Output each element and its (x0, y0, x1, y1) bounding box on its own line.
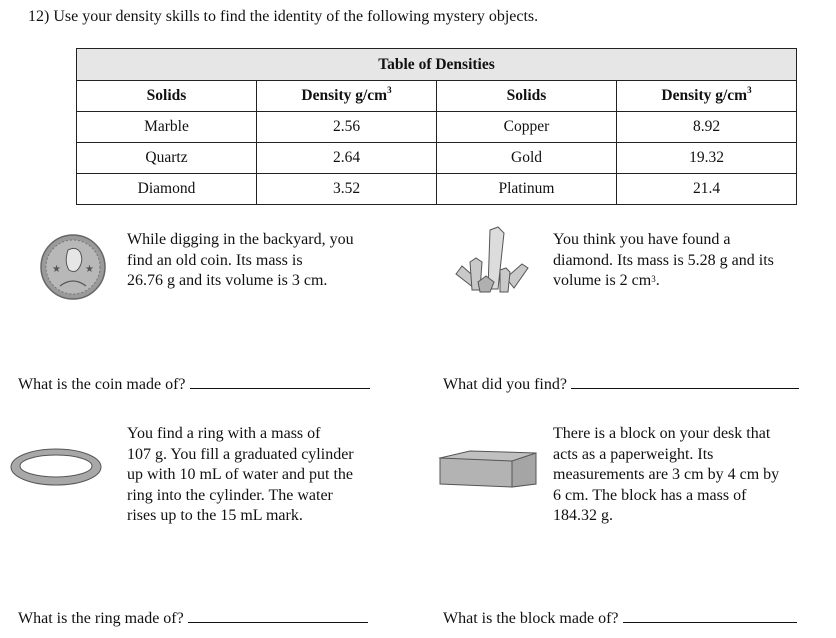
table-cell: Quartz (77, 143, 257, 174)
table-cell: 3.52 (257, 174, 437, 205)
table-row (77, 143, 797, 174)
ring-problem-text: You find a ring with a mass of 107 g. You fill a graduated cylinder up with 10 mL of water and put the ring into the cylinder. The water rises up to the 15 mL mark. (127, 425, 354, 524)
table-cell: Marble (77, 112, 257, 143)
table-header-row (77, 81, 797, 112)
table-caption: Table of Densities (77, 49, 797, 81)
coin-question: What is the coin made of? (18, 376, 186, 393)
block-answer-blank[interactable] (623, 606, 797, 623)
table-cell: 21.4 (617, 174, 797, 205)
ring-icon (8, 445, 104, 489)
density-table (76, 48, 797, 205)
ring-question: What is the ring made of? (18, 610, 184, 627)
coin-icon (38, 232, 108, 302)
table-row (77, 174, 797, 205)
header-density-1: Density $g/cm^3$ (257, 81, 437, 112)
block-problem-text: There is a block on your desk that acts as a paperweight. Its measurements are 3 cm by 4 cm by 6 cm. The block has a mass of 184.32 g. (553, 425, 780, 524)
table-cell: Gold (437, 143, 617, 174)
coin-problem-text: While digging in the backyard, you find an old coin. Its mass is 26.76 g and its volume is 3 cm. (127, 231, 354, 289)
diamond-answer-blank[interactable] (571, 372, 799, 389)
diamond-answer (443, 372, 799, 394)
block-icon (437, 449, 539, 489)
question-title: 12) Use your density skills to find the identity of the following mystery objects. (28, 8, 539, 25)
ring-answer-blank[interactable] (188, 606, 368, 623)
header-density-2: Density $g/cm^3$ (617, 81, 797, 112)
table-cell: Copper (437, 112, 617, 143)
svg-text:★: ★ (85, 264, 94, 275)
coin-answer (18, 372, 370, 394)
block-question: What is the block made of? (443, 610, 619, 627)
crystal-icon (448, 222, 538, 302)
svg-text:★: ★ (52, 264, 61, 275)
table-cell: 2.56 (257, 112, 437, 143)
block-answer (443, 606, 797, 628)
header-solids-1: Solids (77, 81, 257, 112)
table-cell: Diamond (77, 174, 257, 205)
table-row (77, 112, 797, 143)
diamond-problem-text: You think you have found a diamond. Its mass is 5.28 g and its volume is 2 $cm^3$. (553, 231, 774, 289)
table-cell: 2.64 (257, 143, 437, 174)
coin-answer-blank[interactable] (190, 372, 370, 389)
ring-answer (18, 606, 368, 628)
table-cell: 19.32 (617, 143, 797, 174)
header-solids-2: Solids (437, 81, 617, 112)
diamond-question: What did you find? (443, 376, 567, 393)
table-cell: Platinum (437, 174, 617, 205)
table-cell: 8.92 (617, 112, 797, 143)
